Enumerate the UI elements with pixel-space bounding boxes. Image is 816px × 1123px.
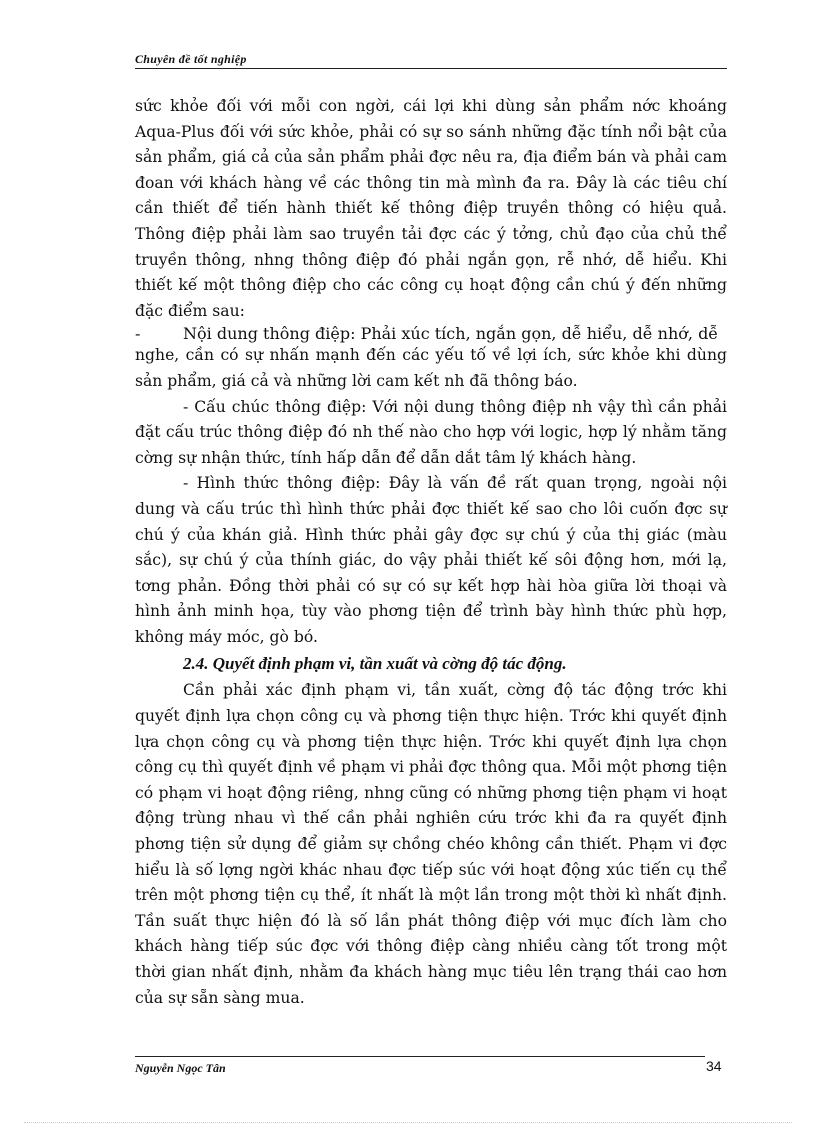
- paragraph-form: - Hình thức thông điệp: Đây là vấn đề rất quan trọng, ngoài nội dung và cấu trúc thì hình thức phải đợc thiết kế sao cho lôi cuốn đợc sự chú ý của khán giả. Hình thức phải gây đợc sự chú ý của thị giác (màu sắc), sự chú ý của thính giác, do vậy phải thiết kế sôi động hơn, mới lạ, tơng phản. Đồng thời phải có sự có sự kết hợp hài hòa giữa lời thoại và hình ảnh minh họa, tùy vào phơng tiện để trình bày hình thức phù hợp, không máy móc, gò bó.: [135, 474, 727, 646]
- paragraph-scope: Cần phải xác định phạm vi, tần xuất, cờng độ tác động trớc khi quyết định lựa chọn công cụ và phơng tiện thực hiện. Trớc khi quyết định lựa chọn công cụ và phơng tiện thực hiện. Trớc khi quyết định lựa chọn công cụ thì quyết định về phạm vi phải đợc thông qua. Mỗi một phơng tiện có phạm vi hoạt động riêng, nhng cũng có những phơng tiện phạm vi hoạt động trùng nhau vì thế cần phải nghiên cứu trớc khi đa ra quyết định phơng tiện sử dụng để giảm sự chồng chéo không cần thiết. Phạm vi đợc hiểu là số lợng ngời khác nhau đợc tiếp súc với hoạt động xúc tiến cụ thể trên một phơng tiện cụ thể, ít nhất là một lần trong một thời kì nhất định. Tần suất thực hiện đó là số lần phát thông điệp với mục đích làm cho khách hàng tiếp súc đợc với thông điệp càng nhiều càng tốt trong một thời gian nhất định, nhằm đa khách hàng mục tiêu lên trạng thái cao hơn của sự sẵn sàng mua.: [135, 681, 727, 1007]
- bullet-first-line: Nội dung thông điệp: Phải xúc tích, ngắn gọn, dễ hiểu, dễ nhớ, dễ: [183, 324, 719, 344]
- document-body: [135, 94, 727, 1011]
- header-title: Chuyên đề tốt nghiệp: [135, 52, 247, 66]
- footer-divider: [135, 1056, 705, 1057]
- page-number: 34: [706, 1058, 722, 1074]
- bullet-item-content: [135, 324, 727, 343]
- paragraph-structure: - Cấu chúc thông điệp: Với nội dung thông điệp nh vậy thì cần phải đặt cấu trúc thông điệp đó nh thế nào cho hợp với logic, hợp lý nhằm tăng cờng sự nhận thức, tính hấp dẫn để dẫn dắt tâm lý khách hàng.: [135, 397, 727, 467]
- bullet-dash: -: [135, 324, 141, 344]
- section-heading: 2.4. Quyết định phạm vi, tần xuất và cờng độ tác động.: [183, 654, 567, 674]
- footer-author: Nguyễn Ngọc Tân: [135, 1061, 226, 1075]
- paragraph-1: sức khỏe đối với mỗi con ngời, cái lợi khi dùng sản phẩm nớc khoáng Aqua-Plus đối với sức khỏe, phải có sự so sánh những đặc tính nổi bật của sản phẩm, giá cả của sản phẩm phải đợc nêu ra, địa điểm bán và phải cam đoan với khách hàng về các thông tin mà mình đa ra. Đây là các tiêu chí cần thiết để tiến hành thiết kế thông điệp truyền thông có hiệu quả. Thông điệp phải làm sao truyền tải đợc các ý tởng, chủ đạo của chủ thể truyền thông, nhng thông điệp đó phải ngắn gọn, rễ nhớ, dễ hiểu. Khi thiết kế một thông điệp cho các công cụ hoạt động cần chú ý đến những đặc điểm sau:: [135, 97, 727, 320]
- page-header: [135, 50, 727, 69]
- bullet-continuation: nghe, cần có sự nhấn mạnh đến các yếu tố về lợi ích, sức khỏe khi dùng sản phẩm, giá cả và những lời cam kết nh đã thông báo.: [135, 346, 727, 390]
